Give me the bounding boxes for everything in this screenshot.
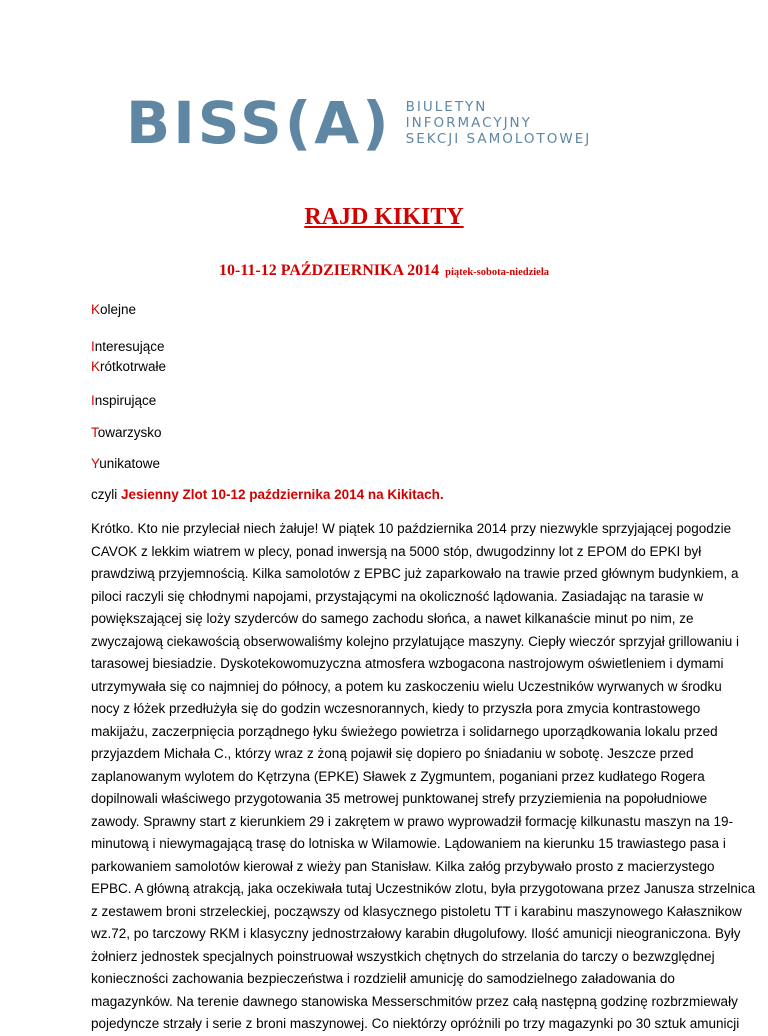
acrostic-line — [91, 339, 165, 354]
acrostic-rest: nspirujące — [94, 393, 157, 408]
body-line: piloci raczyli się chłodnymi napojami, przystającymi na okoliczność lądowania. Zasiadając na tarasie w — [91, 588, 704, 604]
body-line: parkowaniem samolotów kierował z wieży pan Stanisław. Kilka załóg przybywało prosto z macierzystego — [91, 858, 715, 874]
acrostic-initial: T — [91, 425, 98, 440]
body-line: dopilnowali właściwego przygotowania 35 metrowej punktowanej strefy przyziemienia na popołudniowe — [91, 791, 708, 806]
event-days: piątek-sobota-niedziela — [445, 267, 549, 278]
acrostic-line — [91, 456, 160, 471]
acrostic-rest: nteresujące — [94, 339, 165, 354]
logo-subtitle-line: BIULETYN — [405, 99, 488, 115]
body-line: powiększającej się loży szyderców do samego zachodu słońca, a nawet kilkanaście minut po nim, ze — [91, 611, 694, 626]
body-line: magazynków. Na terenie dawnego stanowiska Messerschmitów przez całą następną godzinę rozbrzmiewały — [91, 993, 738, 1009]
acrostic-initial: Y — [91, 456, 100, 471]
acrostic-line — [91, 425, 162, 440]
body-line: minutową i niewymagającą trasę do lotniska w Wilamowie. Lądowaniem na kierunku 15 trawiastego pasa i — [91, 836, 726, 851]
logo-subtitle — [406, 99, 592, 147]
acrostic-line — [91, 393, 156, 408]
acrostic-rest: rótkotrwałe — [100, 359, 167, 374]
body-line: przyjazdem Michała C., którzy wraz z żoną pojawił się dopiero po śniadaniu w sobotę. Jeszcze przed — [91, 746, 694, 761]
subtitle-highlight: Jesienny Zlot 10-12 października 2014 na Kikitach. — [121, 487, 444, 502]
acrostic-rest: olejne — [100, 302, 137, 317]
event-date-range: 10-11-12 PAŹDZIERNIKA 2014 — [218, 262, 440, 279]
acrostic-line — [91, 302, 136, 317]
body-line: Krótko. Kto nie przyleciał niech żałuje! W piątek 10 października 2014 przy niezwykle sprzyjającej pogodzie — [91, 521, 732, 536]
body-line: prawdziwą przyjemnością. Kilka samolotów z EPBC już zaparkowało na trawie przed głównym budynkiem, a — [91, 566, 739, 581]
body-line: zaplanowanym wylotem do Kętrzyna (EPKE) Sławek z Zygmuntem, poganiani przez kudłatego Rogera — [91, 768, 705, 784]
body-line: wz.72, po tarczowy RKM i klasyczny jednostrzałowy karabin długolufowy. Ilość amunicji nieograniczona. Były — [91, 926, 741, 941]
acrostic-initial: K — [91, 359, 101, 374]
body-line: z zestawem broni strzeleckiej, począwszy od klasycznego pistoletu TT i karabinu maszynowego Kałasznikow — [91, 903, 742, 919]
body-line: pojedyncze strzały i serie z broni maszynowej. Co niektórzy opróżnili po trzy magazynki po 30 sztuk amunicji — [91, 1016, 740, 1031]
body-line: utrzymywała się co najmniej do północy, a potem ku zaskoczeniu wielu Uczestników wyrwanych w środku — [91, 678, 722, 694]
document-title: RAJD KIKITY — [304, 204, 464, 230]
logo-wordmark: BISS(A) — [126, 89, 392, 157]
logo-subtitle-line: INFORMACYJNY — [405, 115, 532, 131]
event-dates — [0, 262, 768, 280]
logo-subtitle-line: SEKCJI SAMOLOTOWEJ — [405, 131, 592, 147]
subtitle-prefix: czyli — [91, 487, 121, 502]
body-line: żołnierz jednostek specjalnych poinstruował wszystkich chętnych do strzelania do tarczy o bezwzględnej — [91, 948, 715, 964]
body-line: EPBC. A główną atrakcją, jaka oczekiwała tutaj Uczestników zlotu, była przygotowana przez Janusza strzelnica — [91, 881, 756, 896]
acrostic-initial: I — [91, 393, 95, 408]
body-line: zwyczajową ciekawością obserwowaliśmy kolejno przylatujące maszyny. Ciepły wieczór sprzyjał grillowaniu i — [91, 633, 739, 649]
subtitle-line — [91, 487, 444, 502]
body-line: makijażu, zaczerpnięcia porządnego łyku świeżego powietrza i solidarnego uporządkowania lokalu przed — [91, 723, 718, 739]
acrostic-initial: K — [91, 302, 101, 317]
acrostic-initial: I — [91, 339, 95, 354]
acrostic-line — [91, 359, 166, 374]
body-line: nocy z łóżek przedłużyła się do godzin wczesnorannych, kiedy to przyszła pora zmycia kontrastowego — [91, 701, 701, 716]
body-line: tarasowej biesiadzie. Dyskotekowomuzyczna atmosfera wzbogacona nastrojowym oświetleniem i dymami — [91, 656, 724, 671]
acrostic-rest: owarzysko — [97, 425, 162, 440]
article-body — [91, 518, 756, 1036]
acrostic-rest: unikatowe — [99, 456, 161, 471]
body-line: CAVOK z lekkim wiatrem w plecy, ponad inwersją na 5000 stóp, dwugodzinny lot z EPOM do EPKI był — [91, 543, 702, 559]
biss-logo — [126, 89, 592, 157]
body-line: konieczności zachowania bezpieczeństwa i rozdzielił amunicję do samodzielnego załadowania do — [91, 971, 675, 986]
body-line: zawody. Sprawny start z kierunkiem 29 i zakrętem w prawo wyprowadził formację kilkunastu maszyn na 19- — [91, 813, 733, 829]
